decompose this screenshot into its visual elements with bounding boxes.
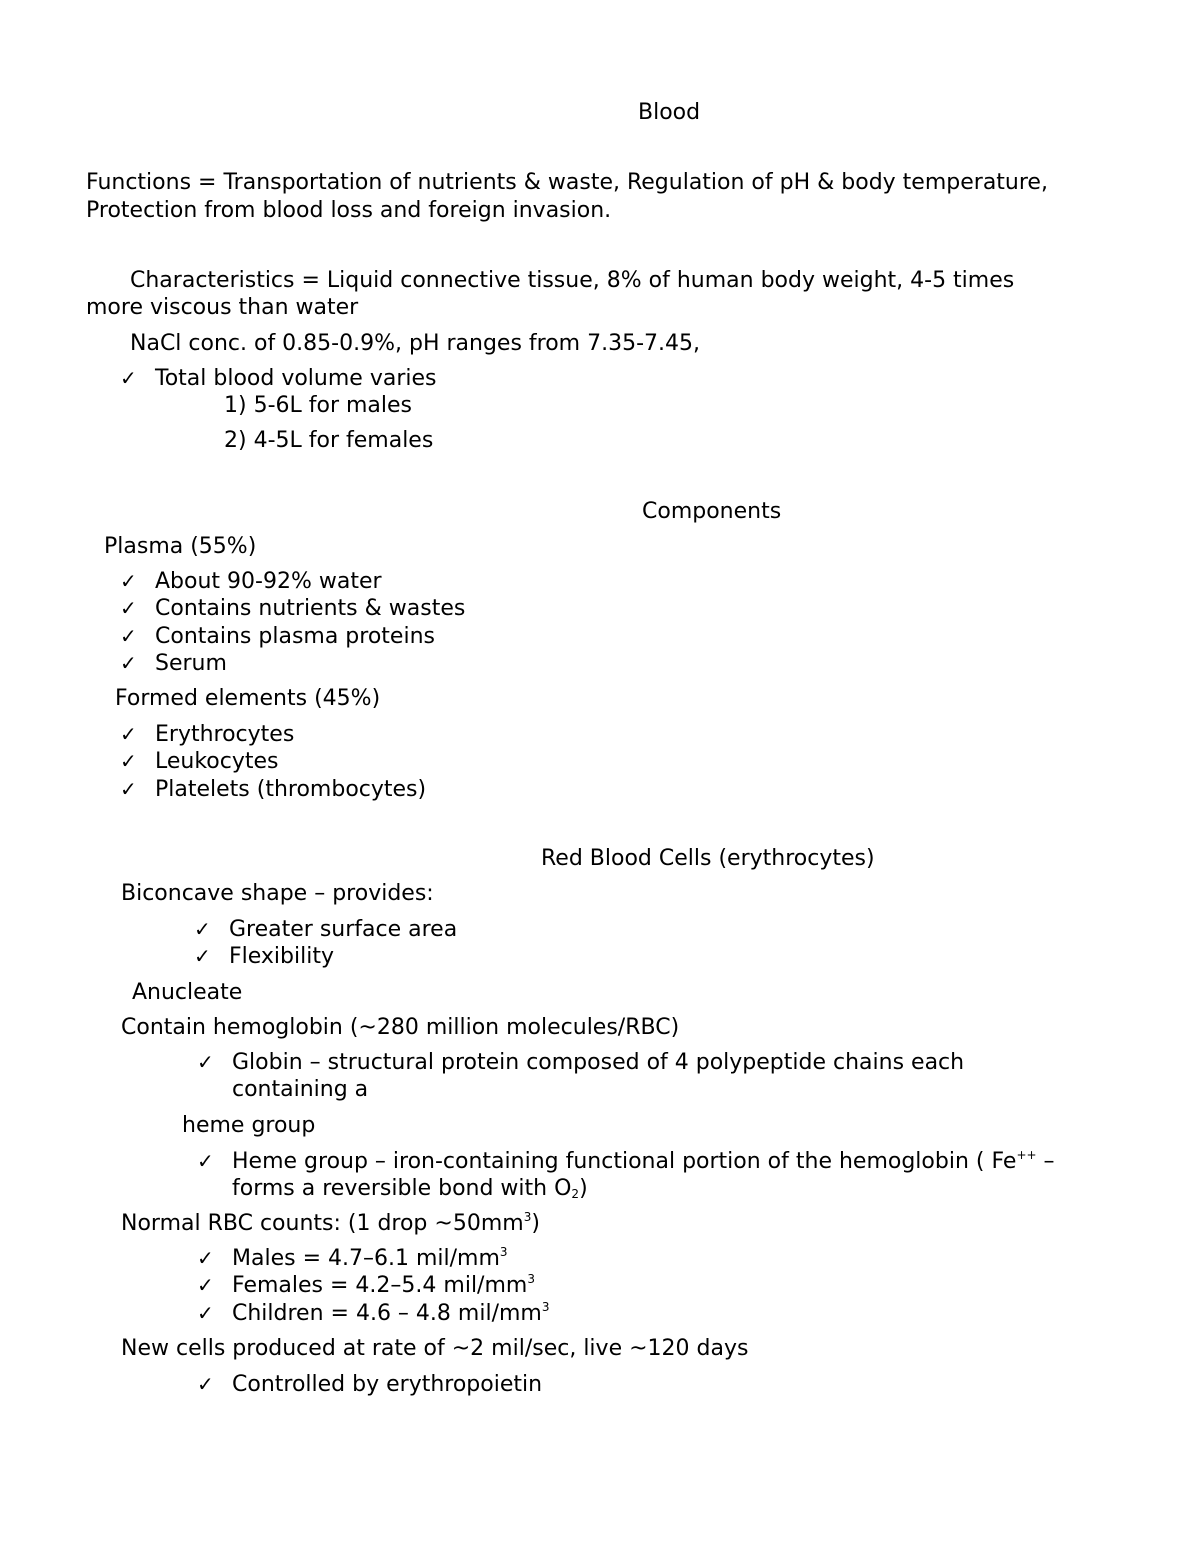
rbc-heading: Red Blood Cells (erythrocytes) [541, 846, 875, 871]
heme-line-1-dash: – [1036, 1149, 1055, 1174]
check-icon: ✓ [197, 1273, 214, 1297]
iron-charge: ++ [1016, 1148, 1037, 1162]
functions-line-1: Functions = Transportation of nutrients & waste, Regulation of pH & body temperature, [86, 170, 1048, 195]
page-title: Blood [638, 100, 701, 125]
check-icon: ✓ [120, 777, 137, 801]
check-icon: ✓ [197, 1149, 214, 1173]
check-icon: ✓ [194, 917, 211, 941]
check-icon: ✓ [120, 749, 137, 773]
characteristics-line-2: more viscous than water [86, 295, 359, 320]
check-icon: ✓ [197, 1246, 214, 1270]
rbc-counts-text: Normal RBC counts: (1 drop ~50mm [121, 1211, 524, 1236]
plasma-item: Contains nutrients & wastes [155, 596, 466, 621]
characteristics-line-3: NaCl conc. of 0.85-0.9%, pH ranges from 7.35-7.45, [130, 331, 701, 356]
oxygen-subscript: 2 [571, 1187, 580, 1201]
biconcave-label: Biconcave shape – provides: [121, 881, 434, 906]
check-icon: ✓ [120, 596, 137, 620]
heme-line-1-text: Heme group – iron-containing functional portion of the hemoglobin ( Fe [232, 1149, 1017, 1174]
anucleate-label: Anucleate [132, 980, 243, 1005]
check-icon: ✓ [120, 624, 137, 648]
check-icon: ✓ [197, 1050, 214, 1074]
plasma-item: Contains plasma proteins [155, 624, 435, 649]
check-icon: ✓ [120, 651, 137, 675]
cubed-superscript: 3 [527, 1272, 535, 1286]
blood-volume: Total blood volume varies [155, 366, 437, 391]
heme-line-2-close: ) [579, 1176, 588, 1201]
formed-item: Platelets (thrombocytes) [155, 777, 427, 802]
blood-volume-females: 2) 4-5L for females [224, 428, 434, 453]
controlled-line: Controlled by erythropoietin [232, 1372, 543, 1397]
biconcave-item: Greater surface area [229, 917, 458, 942]
heme-line-1 [232, 1148, 1055, 1176]
heme-group-text: heme group [182, 1113, 316, 1138]
count-text: Males = 4.7–6.1 mil/mm [232, 1246, 500, 1271]
cubed-superscript: 3 [523, 1210, 532, 1224]
formed-item: Leukocytes [155, 749, 279, 774]
functions-line-2: Protection from blood loss and foreign invasion. [86, 198, 612, 223]
plasma-label: Plasma (55%) [104, 534, 257, 559]
formed-elements-label: Formed elements (45%) [115, 686, 381, 711]
heme-line-2-text: forms a reversible bond with O [232, 1176, 572, 1201]
globin-line-2: containing a [232, 1077, 369, 1102]
heme-line-2 [232, 1175, 588, 1203]
rbc-counts-label [121, 1210, 540, 1238]
check-icon: ✓ [120, 722, 137, 746]
characteristics-line-1: Characteristics = Liquid connective tissue, 8% of human body weight, 4-5 times [130, 268, 1015, 293]
globin-line-1: Globin – structural protein composed of 4 polypeptide chains each [232, 1050, 965, 1075]
count-text: Females = 4.2–5.4 mil/mm [232, 1273, 528, 1298]
plasma-item: About 90-92% water [155, 569, 382, 594]
cubed-superscript: 3 [541, 1300, 550, 1314]
components-heading: Components [642, 499, 782, 524]
count-text: Children = 4.6 – 4.8 mil/mm [232, 1301, 542, 1326]
rbc-counts-close: ) [531, 1211, 540, 1236]
cubed-superscript: 3 [499, 1245, 508, 1259]
count-item-males [232, 1245, 508, 1273]
count-item-children [232, 1300, 549, 1328]
blood-volume-males: 1) 5-6L for males [224, 393, 413, 418]
check-icon: ✓ [197, 1301, 214, 1325]
formed-item: Erythrocytes [155, 722, 295, 747]
plasma-item: Serum [155, 651, 227, 676]
hemoglobin-label: Contain hemoglobin (~280 million molecules/RBC) [121, 1015, 680, 1040]
check-icon: ✓ [120, 569, 137, 593]
check-icon: ✓ [197, 1372, 214, 1396]
check-icon: ✓ [120, 366, 137, 390]
production-line: New cells produced at rate of ~2 mil/sec, live ~120 days [121, 1336, 749, 1361]
check-icon: ✓ [194, 944, 211, 968]
count-item-females [232, 1272, 535, 1300]
biconcave-item: Flexibility [229, 944, 334, 969]
